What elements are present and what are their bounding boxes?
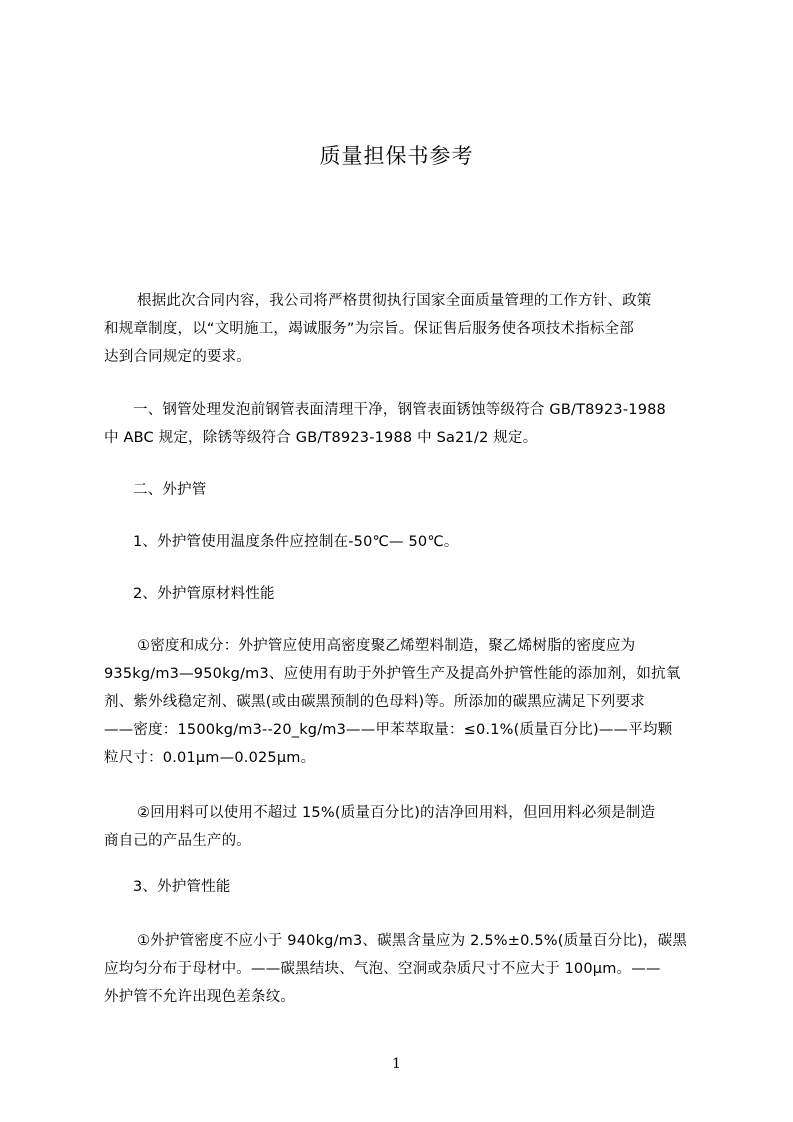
item-2-raw-material-heading <box>104 580 700 608</box>
text-line: 商自己的产品生产的。 <box>104 833 251 849</box>
intro-paragraph <box>104 287 700 371</box>
text-line: 1、外护管使用温度条件应控制在-50℃— 50℃。 <box>133 534 459 550</box>
text-line: 一、钢管处理发泡前钢管表面清理干净，钢管表面锈蚀等级符合 GB/T8923-1988 <box>133 402 666 418</box>
item-1-temperature <box>104 528 700 556</box>
steel-pipe-paragraph <box>104 396 700 452</box>
text-line: 达到合同规定的要求。 <box>104 349 251 365</box>
text-line: ——密度：1500kg/m3--20_kg/m3——甲苯萃取量：≤0.1%(质量百分比)——平均颗 <box>104 722 673 738</box>
text-line: 二、外护管 <box>133 482 207 498</box>
text-line: ②回用料可以使用不超过 15%(质量百分比)的洁净回用料，但回用料必须是制造 <box>137 805 656 821</box>
text-line: 剂、紫外线稳定剂、碳黑(或由碳黑预制的色母料)等。所添加的碳黑应满足下列要求 <box>104 694 645 710</box>
text-line: ①外护管密度不应小于 940kg/m3、碳黑含量应为 2.5%±0.5%(质量百分比)，碳黑 <box>137 933 688 949</box>
document-title: 质量担保书参考 <box>319 144 474 168</box>
text-line: 3、外护管性能 <box>133 879 231 895</box>
text-line: 2、外护管原材料性能 <box>133 586 275 602</box>
text-line: 外护管不允许出现色差条纹。 <box>104 989 296 1005</box>
text-line: 中 ABC 规定，除锈等级符合 GB/T8923-1988 中 Sa21/2 规定。 <box>104 430 538 446</box>
section-2-heading <box>104 476 700 504</box>
performance-paragraph <box>104 927 700 1011</box>
text-line: 根据此次合同内容，我公司将严格贯彻执行国家全面质量管理的工作方针、政策 <box>137 293 652 309</box>
text-line: 和规章制度，以“文明施工，竭诚服务”为宗旨。保证售后服务使各项技术指标全部 <box>104 321 634 337</box>
text-line: ①密度和成分：外护管应使用高密度聚乙烯塑料制造，聚乙烯树脂的密度应为 <box>137 638 636 654</box>
text-line: 935kg/m3—950kg/m3、应使用有助于外护管生产及提高外护管性能的添加剂，如抗氧 <box>104 666 681 682</box>
text-line: 应均匀分布于母材中。——碳黑结块、气泡、空洞或杂质尺寸不应大于 100μm。—— <box>104 961 661 977</box>
page-number: 1 <box>392 1056 401 1072</box>
text-line: 粒尺寸：0.01μm—0.025μm。 <box>104 750 316 766</box>
item-3-performance-heading <box>104 873 700 901</box>
density-paragraph <box>104 632 700 772</box>
recycle-paragraph <box>104 799 700 855</box>
